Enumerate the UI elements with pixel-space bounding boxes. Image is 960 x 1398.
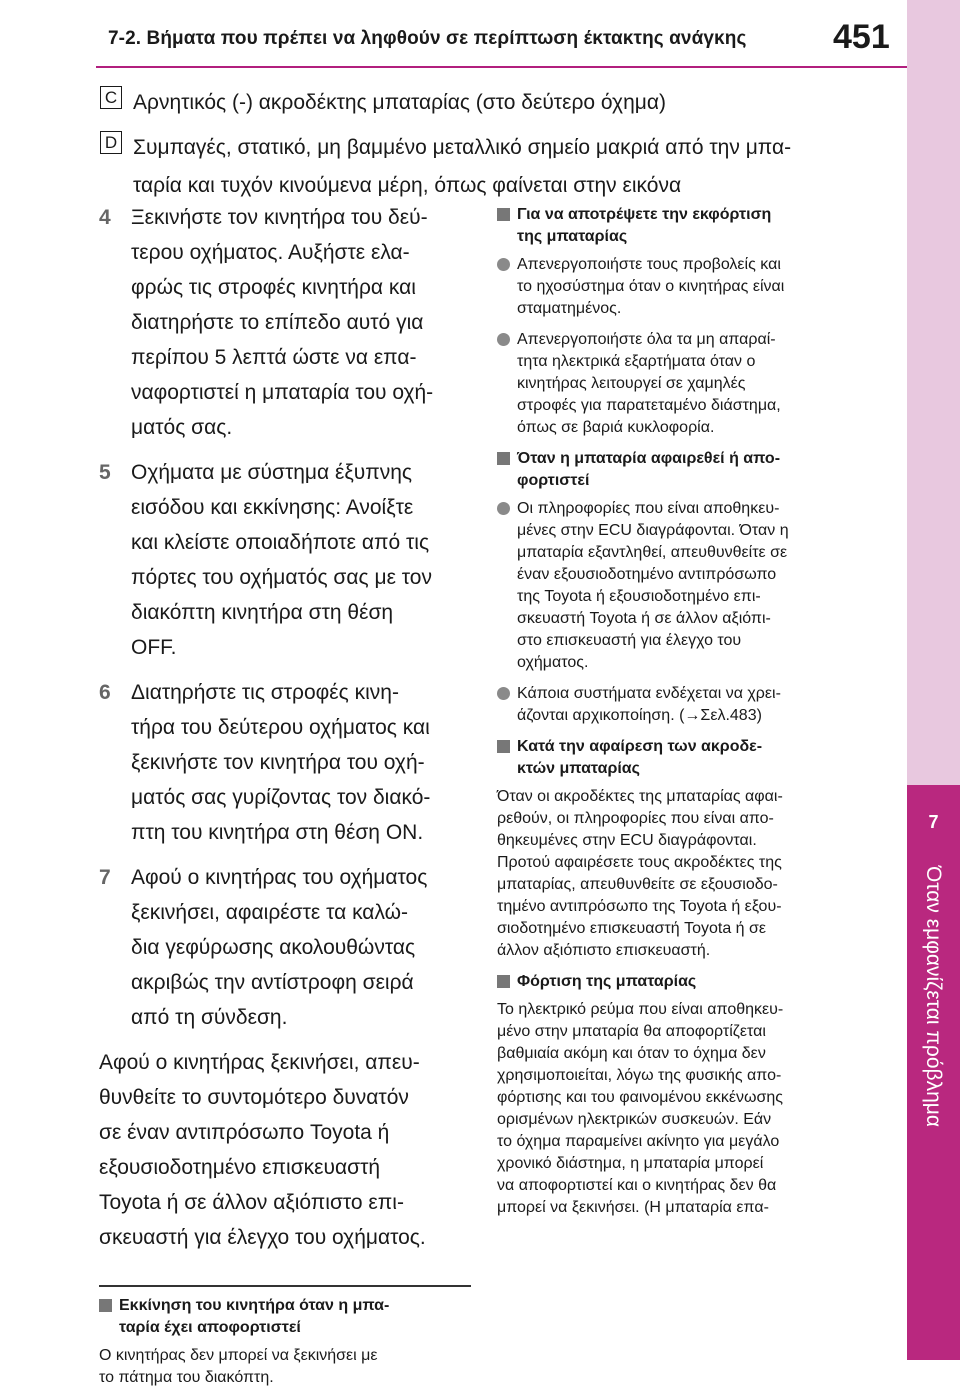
bullet-line: σκευαστή Toyota ή σε άλλον αξιόπι-: [517, 610, 771, 627]
body-line: Το ηλεκτρικό ρεύμα που είναι αποθηκευ-: [497, 1001, 784, 1018]
bullet-line: οχήματος.: [517, 654, 589, 671]
heading-line: Όταν η μπαταρία αφαιρεθεί ή απο-: [517, 450, 781, 467]
round-bullet-icon: [497, 687, 510, 700]
heading-line: φορτιστεί: [517, 472, 590, 489]
bullet-item: [497, 329, 865, 439]
step-text-line: ματός σας γυρίζοντας τον διακό-: [131, 786, 431, 809]
square-bullet-icon: [99, 1299, 112, 1312]
chapter-title: Όταν εμφανίζεται πρόβλημα: [922, 866, 945, 1127]
body-line: άλλον αξιόπιστο επισκευαστή.: [497, 942, 711, 959]
legend-text-line: Αρνητικός (-) ακροδέκτης μπαταρίας (στο δεύτερο όχημα): [133, 91, 666, 114]
section-heading-terminal-removal: [497, 736, 865, 780]
step-4: [99, 200, 471, 445]
bullet-line: στο επισκευαστή για έλεγχο του: [517, 632, 742, 649]
body-line: το πάτημα του διακόπτη.: [99, 1368, 274, 1386]
bullet-line: της Toyota ή εξουσιοδοτημένο επι-: [517, 588, 761, 605]
body-line: το όχημα παραμείνει ακίνητο για μεγάλο: [497, 1133, 780, 1150]
step-number: 6: [99, 681, 111, 704]
paragraph-line: θυνθείτε το συντομότερο δυνατόν: [99, 1086, 409, 1109]
page-number: 451: [833, 18, 890, 56]
step-5: [99, 455, 471, 665]
square-bullet-icon: [497, 740, 510, 753]
paragraph-line: εξουσιοδοτημένο επισκευαστή: [99, 1156, 381, 1179]
step-number: 4: [99, 206, 111, 229]
section-heading-battery-removed: [497, 448, 865, 492]
bullet-line: Απενεργοποιήστε τους προβολείς και: [517, 256, 781, 273]
after-start-paragraph: [99, 1045, 471, 1255]
body-line: μένο στην μπαταρία θα αποφορτίζεται: [497, 1023, 766, 1040]
bullet-line: [517, 705, 865, 727]
bullet-item: [497, 683, 865, 727]
section-divider: [99, 1285, 471, 1287]
page-reference-link[interactable]: Σελ.483): [700, 707, 762, 724]
bullet-line: το ηχοσύστημα όταν ο κινητήρας είναι: [517, 278, 785, 295]
right-column: [497, 204, 865, 1228]
bullet-line: κινητήρας λειτουργεί σε χαμηλές: [517, 375, 746, 392]
body-line: Ο κινητήρας δεν μπορεί να ξεκινήσει με: [99, 1346, 378, 1364]
heading-line: Εκκίνηση του κινητήρα όταν η μπα-: [119, 1296, 390, 1314]
section-heading-battery-charging: [497, 971, 865, 993]
step-text-line: φρώς τις στροφές κινητήρα και: [131, 276, 416, 299]
legend-text-line: Συμπαγές, στατικό, μη βαμμένο μεταλλικό σημείο μακριά από την μπα-: [133, 136, 792, 159]
chapter-side-tab: [907, 0, 960, 1360]
section-heading-dead-battery-start: [99, 1295, 471, 1339]
body-line: μπορεί να ξεκινήσει. (Η μπαταρία επα-: [497, 1199, 769, 1216]
body-line: μπαταρίας, απευθυνθείτε σε εξουσιοδο-: [497, 876, 778, 893]
heading-line: Κατά την αφαίρεση των ακροδε-: [517, 738, 763, 755]
bullet-line: όπως σε βαριά κυκλοφορία.: [517, 419, 715, 436]
step-text-line: Αφού ο κινητήρας του οχήματος: [131, 866, 428, 889]
step-text-line: από τη σύνδεση.: [131, 1006, 288, 1029]
arrow-icon: →: [684, 707, 701, 724]
running-header: 7-2. Βήματα που πρέπει να ληφθούν σε περίπτωση έκτακτης ανάγκης: [108, 28, 747, 49]
body-line: ρεθούν, οι πληροφορίες που είναι απο-: [497, 810, 774, 827]
section-body: [497, 999, 865, 1219]
chapter-tab-light-band: [907, 0, 960, 785]
bullet-line: τητα ηλεκτρικά εξαρτήματα όταν ο: [517, 353, 756, 370]
heading-line: ταρία έχει αποφορτιστεί: [119, 1318, 301, 1336]
body-line: να αποφορτιστεί και ο κινητήρας δεν θα: [497, 1177, 777, 1194]
round-bullet-icon: [497, 502, 510, 515]
chapter-number: 7: [928, 812, 939, 832]
step-text-line: ναφορτιστεί η μπαταρία του οχή-: [131, 381, 434, 404]
section-body: [497, 786, 865, 962]
bullet-line: έναν εξουσιοδοτημένο αντιπρόσωπο: [517, 566, 777, 583]
step-text-line: ματός σας.: [131, 416, 233, 439]
step-text-line: τερου οχήματος. Αυξήστε ελα-: [131, 241, 410, 264]
paragraph-line: σε έναν αντιπρόσωπο Toyota ή: [99, 1121, 390, 1144]
paragraph-line: Toyota ή σε άλλον αξιόπιστο επι-: [99, 1191, 404, 1214]
legend-text-line: ταρία και τυχόν κινούμενα μέρη, όπως φαίνεται στην εικόνα: [133, 174, 682, 197]
body-line: θηκευμένες στην ECU διαγράφονται.: [497, 832, 757, 849]
bullet-line: Οι πληροφορίες που είναι αποθηκευ-: [517, 500, 780, 517]
step-text-line: Οχήματα με σύστημα έξυπνης: [131, 461, 413, 484]
step-text-line: και κλείστε οποιαδήποτε από τις: [131, 531, 430, 554]
step-text-line: ξεκινήστε τον κινητήρα του οχή-: [131, 751, 425, 774]
body-line: φόρτισης και του φαινομένου εκκένωσης: [497, 1089, 783, 1106]
round-bullet-icon: [497, 258, 510, 271]
paragraph-line: σκευαστή για έλεγχο του οχήματος.: [99, 1226, 426, 1249]
heading-line: Για να αποτρέψετε την εκφόρτιση: [517, 206, 772, 223]
legend-text-c: [133, 84, 666, 122]
step-text-line: εισόδου και εκκίνησης: Ανοίξτε: [131, 496, 414, 519]
section-body: [99, 1345, 471, 1389]
legend-label-d: D: [100, 131, 122, 154]
body-line: Προτού αφαιρέσετε τους ακροδέκτες της: [497, 854, 782, 871]
step-text-line: Ξεκινήστε τον κινητήρα του δεύ-: [131, 206, 428, 229]
step-6: [99, 675, 471, 850]
step-text-line: διακόπτη κινητήρα στη θέση: [131, 601, 394, 624]
section-heading-prevent-discharge: [497, 204, 865, 248]
bullet-line: στροφές για παρατεταμένο διάστημα,: [517, 397, 781, 414]
heading-line: Φόρτιση της μπαταρίας: [517, 973, 697, 990]
step-text-line: περίπου 5 λεπτά ώστε να επα-: [131, 346, 417, 369]
body-line: τημένο αντιπρόσωπο της Toyota ή εξου-: [497, 898, 782, 915]
body-line: ορισμένων ηλεκτρικών συσκευών. Εάν: [497, 1111, 772, 1128]
bullet-line: μένες στην ECU διαγράφονται. Όταν η: [517, 522, 789, 539]
step-7: [99, 860, 471, 1035]
step-text-line: τήρα του δεύτερου οχήματος και: [131, 716, 430, 739]
square-bullet-icon: [497, 208, 510, 221]
body-line: βαθμιαία ακόμη και όταν το όχημα δεν: [497, 1045, 766, 1062]
bullet-line: Κάποια συστήματα ενδέχεται να χρει-: [517, 685, 781, 702]
left-column: [99, 200, 471, 1398]
bullet-line: σταματημένος.: [517, 300, 622, 317]
body-line: σιοδοτημένο επισκευαστή Toyota ή σε: [497, 920, 767, 937]
legend-label-c: C: [100, 86, 122, 109]
step-text-line: OFF.: [131, 636, 177, 659]
step-text-line: ακριβώς την αντίστροφη σειρά: [131, 971, 414, 994]
round-bullet-icon: [497, 333, 510, 346]
step-text-line: πτη του κινητήρα στη θέση ON.: [131, 821, 424, 844]
bullet-item: [497, 498, 865, 674]
square-bullet-icon: [497, 975, 510, 988]
step-number: 5: [99, 461, 111, 484]
heading-line: κτών μπαταρίας: [517, 760, 640, 777]
square-bullet-icon: [497, 452, 510, 465]
body-line: χρησιμοποιείται, λόγω της φυσικής απο-: [497, 1067, 782, 1084]
step-text-line: δια γεφύρωσης ακολουθώντας: [131, 936, 416, 959]
step-text-line: Διατηρήστε τις στροφές κινη-: [131, 681, 399, 704]
step-text-line: ξεκινήσει, αφαιρέστε τα καλώ-: [131, 901, 409, 924]
step-text-line: διατηρήστε το επίπεδο αυτό για: [131, 311, 424, 334]
body-line: χρονικό διάστημα, η μπαταρία μπορεί: [497, 1155, 764, 1172]
header-divider: [96, 66, 907, 68]
bullet-line: μπαταρία εξαντληθεί, απευθυνθείτε σε: [517, 544, 788, 561]
step-number: 7: [99, 866, 111, 889]
heading-line: της μπαταρίας: [517, 228, 628, 245]
body-line: Όταν οι ακροδέκτες της μπαταρίας αφαι-: [497, 788, 783, 805]
step-text-line: πόρτες του οχήματός σας με τον: [131, 566, 432, 589]
paragraph-line: Αφού ο κινητήρας ξεκινήσει, απευ-: [99, 1051, 420, 1074]
bullet-line: Απενεργοποιήστε όλα τα μη απαραί-: [517, 331, 776, 348]
bullet-item: [497, 254, 865, 320]
bullet-text: άζονται αρχικοποίηση. (: [517, 707, 685, 724]
legend-text-d: [133, 129, 791, 205]
